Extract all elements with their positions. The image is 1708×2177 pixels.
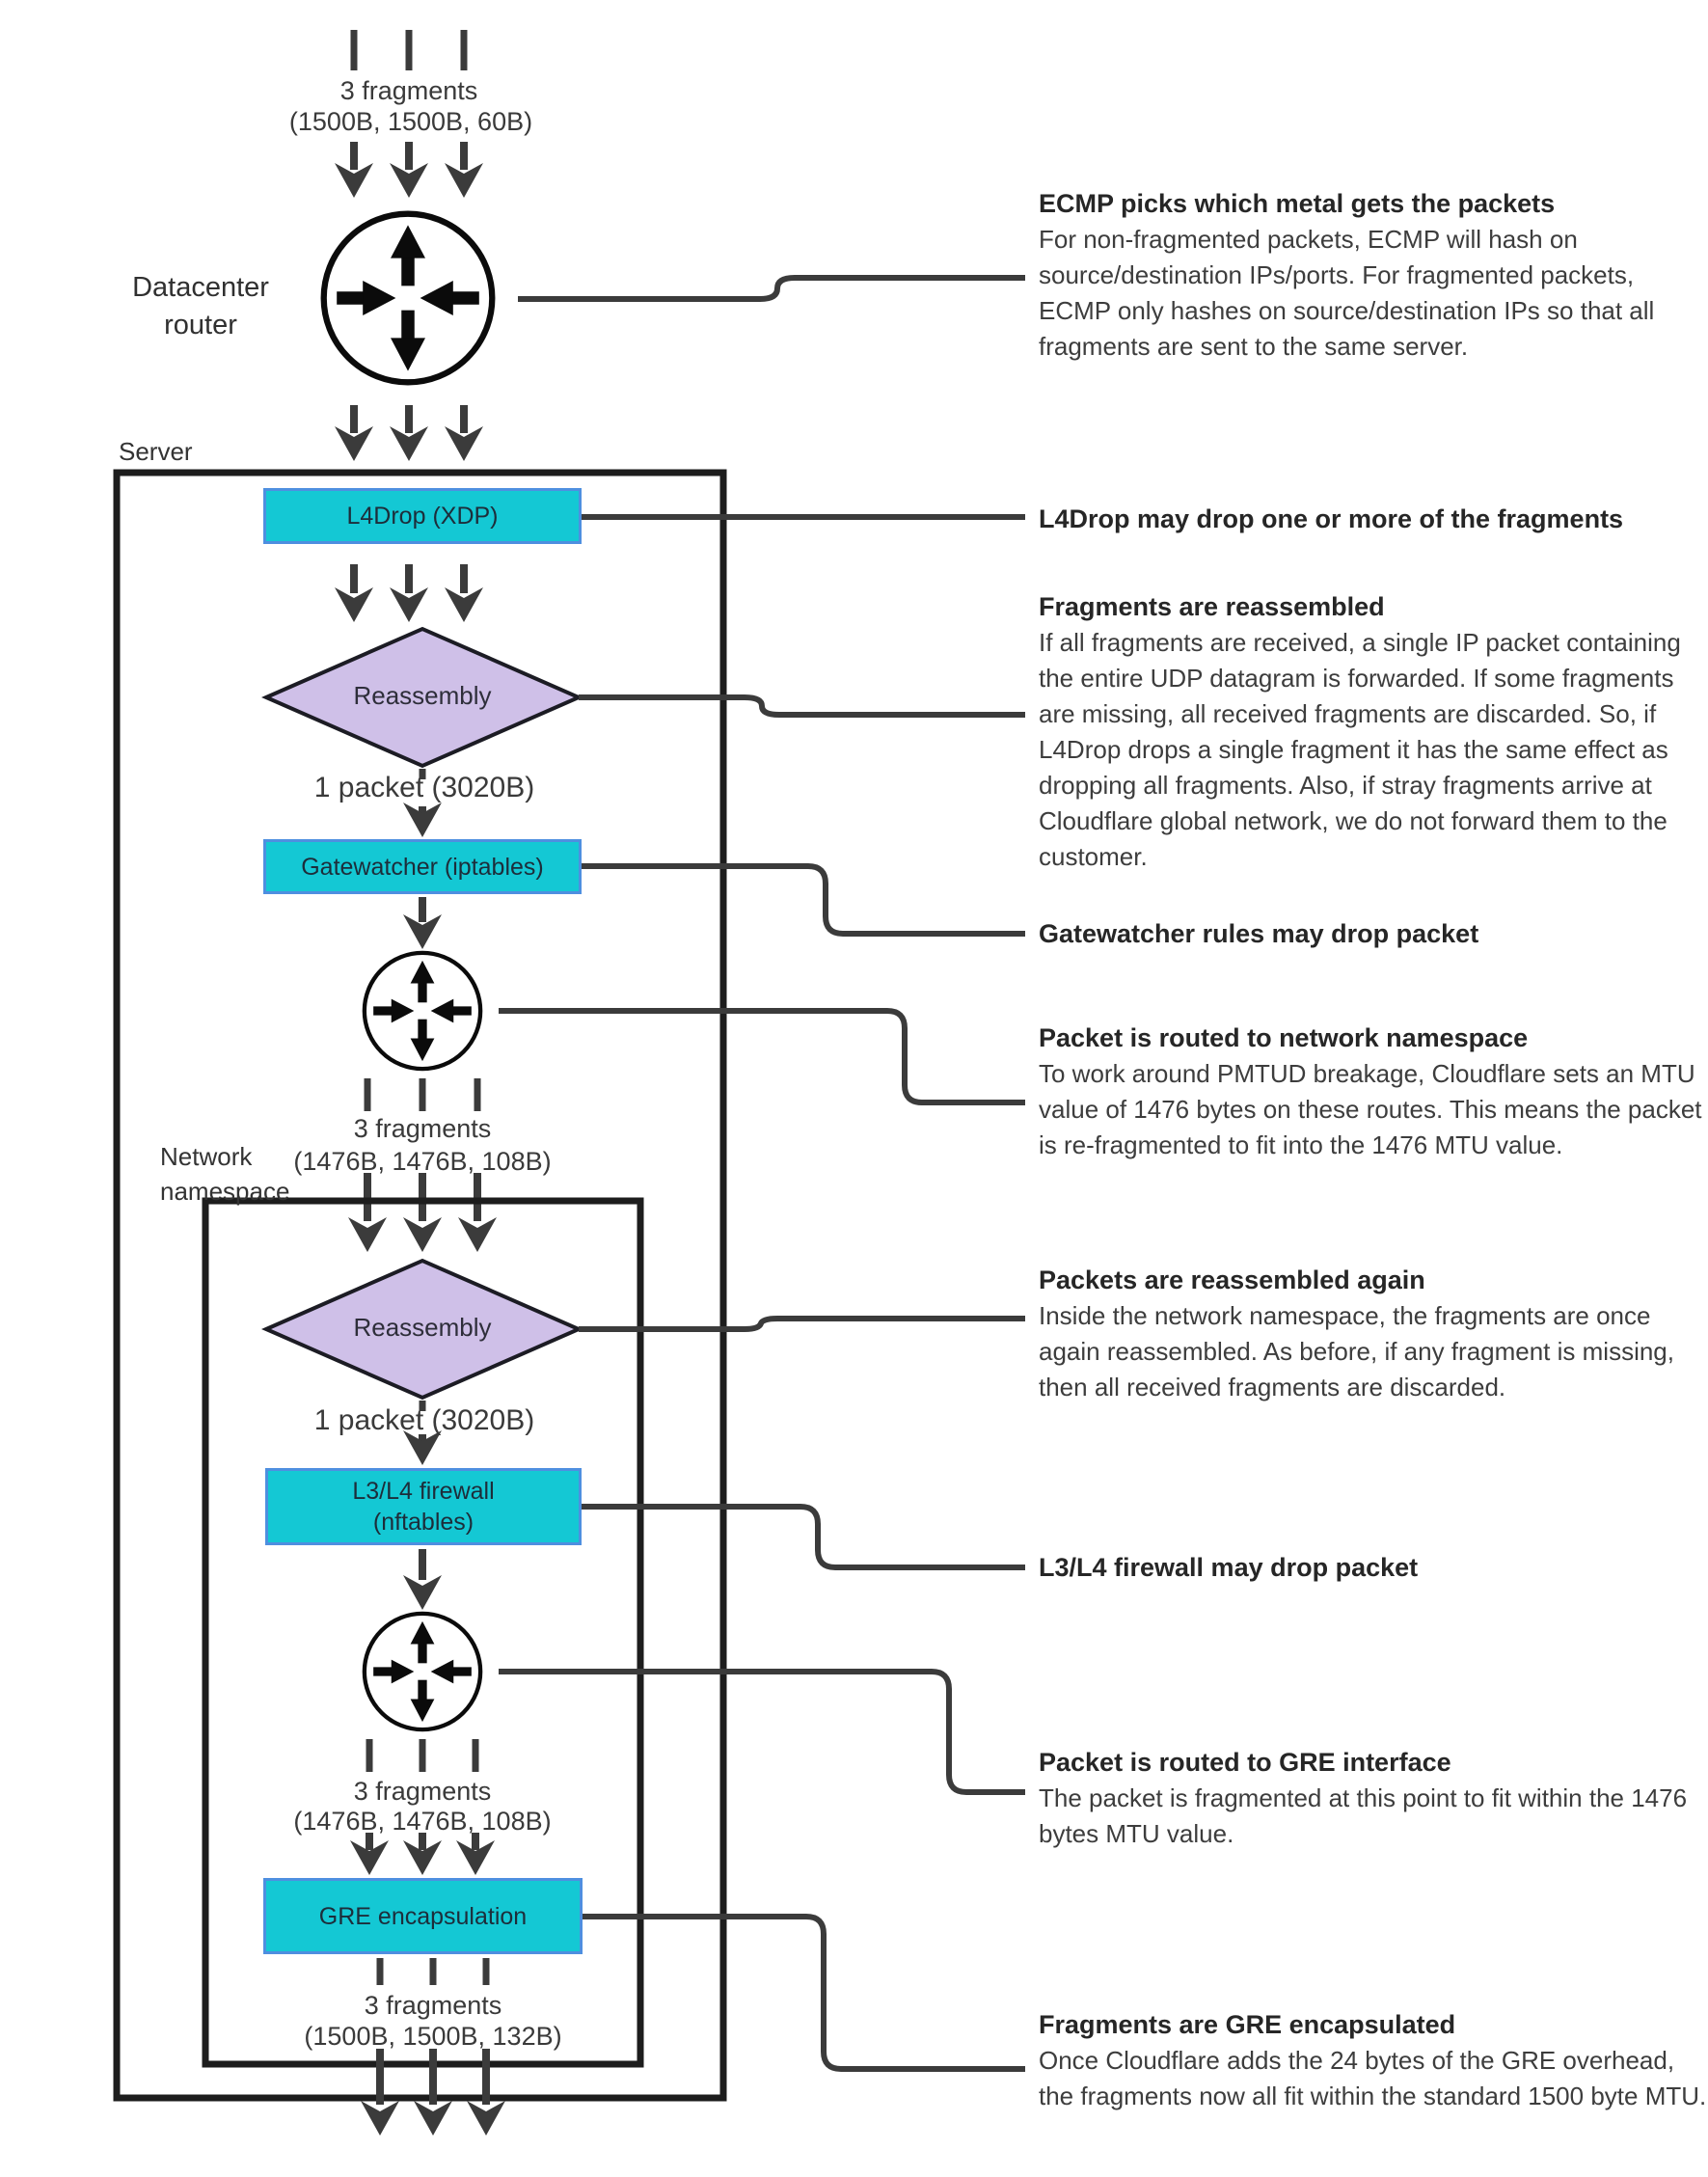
fragment-count-label: 3 fragments	[353, 1114, 492, 1143]
annotation-body: To work around PMTUD breakage, Cloudflare sets an MTU value of 1476 bytes on these routes. This means the packet is re-fragmented to fit into the 1476 MTU value.	[1039, 1059, 1702, 1159]
annotation-firewall	[1039, 1550, 1708, 1586]
annotation-heading: Packets are reassembled again	[1039, 1265, 1425, 1294]
annotation-heading: Packet is routed to GRE interface	[1039, 1748, 1451, 1777]
annotation-heading: L3/L4 firewall may drop packet	[1039, 1553, 1419, 1582]
annotation-gatewatcher	[1039, 916, 1708, 952]
server-box-label: Server	[119, 437, 193, 466]
packet-size-label: 1 packet (3020B)	[313, 1404, 535, 1436]
connector-firewall	[582, 1507, 1025, 1567]
datacenter-router-label: Datacenter router	[132, 272, 269, 340]
gatewatcher-node	[263, 839, 582, 894]
annotation-heading: Fragments are GRE encapsulated	[1039, 2010, 1456, 2039]
annotation-body: The packet is fragmented at this point to fit within the 1476 bytes MTU value.	[1039, 1783, 1688, 1848]
connector-gatewatcher	[582, 866, 1025, 934]
annotation-l4drop	[1039, 502, 1708, 537]
gre-node	[263, 1878, 583, 1954]
connector-route-namespace	[499, 1011, 1025, 1102]
l4drop-to-reassembly-arrows	[335, 564, 483, 622]
annotation-heading: Packet is routed to network namespace	[1039, 1023, 1529, 1052]
network-namespace-label: Network namespace	[160, 1142, 290, 1206]
packet-size-label: 1 packet (3020B)	[313, 772, 535, 803]
annotation-heading: L4Drop may drop one or more of the fragments	[1039, 504, 1624, 533]
router-to-server-arrows	[335, 405, 483, 461]
datacenter-router-icon	[324, 214, 493, 383]
fragment-sizes-label: (1500B, 1500B, 60B)	[288, 107, 533, 136]
router-icon	[365, 953, 480, 1069]
firewall-out-arrow	[403, 1549, 442, 1610]
namespace-entry-arrows	[348, 1173, 497, 1252]
connector-lines	[499, 278, 1025, 2069]
connector-route-gre	[499, 1672, 1025, 1792]
annotation-body: Inside the network namespace, the fragments are once again reassembled. As before, if any fragment is missing, then all received fragments are discarded.	[1039, 1301, 1674, 1401]
gatewatcher-node-label: Gatewatcher (iptables)	[301, 853, 544, 881]
connector-gre	[583, 1917, 1025, 2069]
fragment-sizes-label: (1476B, 1476B, 108B)	[293, 1147, 552, 1176]
router-icon	[365, 1614, 480, 1729]
annotation-body: Once Cloudflare adds the 24 bytes of the GRE overhead, the fragments now all fit within the standard 1500 byte MTU.	[1039, 2046, 1707, 2110]
reassembly-node-label: Reassembly	[353, 681, 492, 710]
fragment-sizes-label: (1476B, 1476B, 108B)	[293, 1807, 552, 1836]
output-arrows	[361, 2049, 505, 2136]
gre-node-label: GRE encapsulation	[318, 1902, 528, 1930]
annotation-reassembled-again	[1039, 1263, 1708, 1405]
firewall-node	[265, 1468, 582, 1545]
annotation-route-namespace	[1039, 1020, 1708, 1163]
firewall-node-label-line1: L3/L4 firewall	[352, 1478, 495, 1505]
annotation-body: For non-fragmented packets, ECMP will hash on source/destination IPs/ports. For fragmented packets, ECMP only hashes on source/destination IPs so that all fragments are sent to the same server.	[1039, 225, 1655, 361]
incoming-fragment-arrows	[335, 142, 483, 198]
l4drop-node	[263, 488, 582, 544]
annotation-body: If all fragments are received, a single IP packet containing the entire UDP datagram is forwarded. If some fragments are missing, all received fragments are discarded. So, if L4Drop drops a single fragment it has the same effect as dropping all fragments. Also, if stray fragments arrive at Cloudflare global network, we do not forward them to the customer.	[1039, 628, 1681, 871]
fragment-count-label: 3 fragments	[353, 1777, 492, 1806]
connector-reassembly-2	[579, 1319, 1025, 1329]
incoming-fragment-dashes	[354, 30, 464, 70]
routed-fragment-dashes	[367, 1078, 477, 1111]
gre-fragment-dashes	[369, 1739, 475, 1772]
fragment-sizes-label: (1500B, 1500B, 132B)	[304, 2022, 562, 2051]
gatewatcher-out-arrow	[403, 897, 442, 949]
reassembly-node-label: Reassembly	[353, 1313, 492, 1342]
annotation-heading: ECMP picks which metal gets the packets	[1039, 189, 1556, 218]
firewall-node-label-line2: (nftables)	[372, 1509, 474, 1536]
fragment-count-label: 3 fragments	[364, 1991, 502, 2020]
connector-ecmp	[518, 278, 1025, 299]
connector-reassembly-1	[579, 697, 1025, 715]
l4drop-node-label: L4Drop (XDP)	[346, 503, 499, 530]
to-gre-arrows	[350, 1833, 495, 1875]
annotation-reassembled	[1039, 589, 1708, 875]
annotation-gre-encapsulated	[1039, 2007, 1708, 2114]
annotation-heading: Gatewatcher rules may drop packet	[1039, 919, 1479, 948]
packet-arrow	[403, 803, 442, 837]
annotation-ecmp	[1039, 186, 1708, 365]
annotation-route-gre	[1039, 1745, 1708, 1852]
output-fragment-dashes	[380, 1958, 486, 1985]
fragment-count-label: 3 fragments	[339, 76, 478, 105]
annotation-heading: Fragments are reassembled	[1039, 592, 1385, 621]
